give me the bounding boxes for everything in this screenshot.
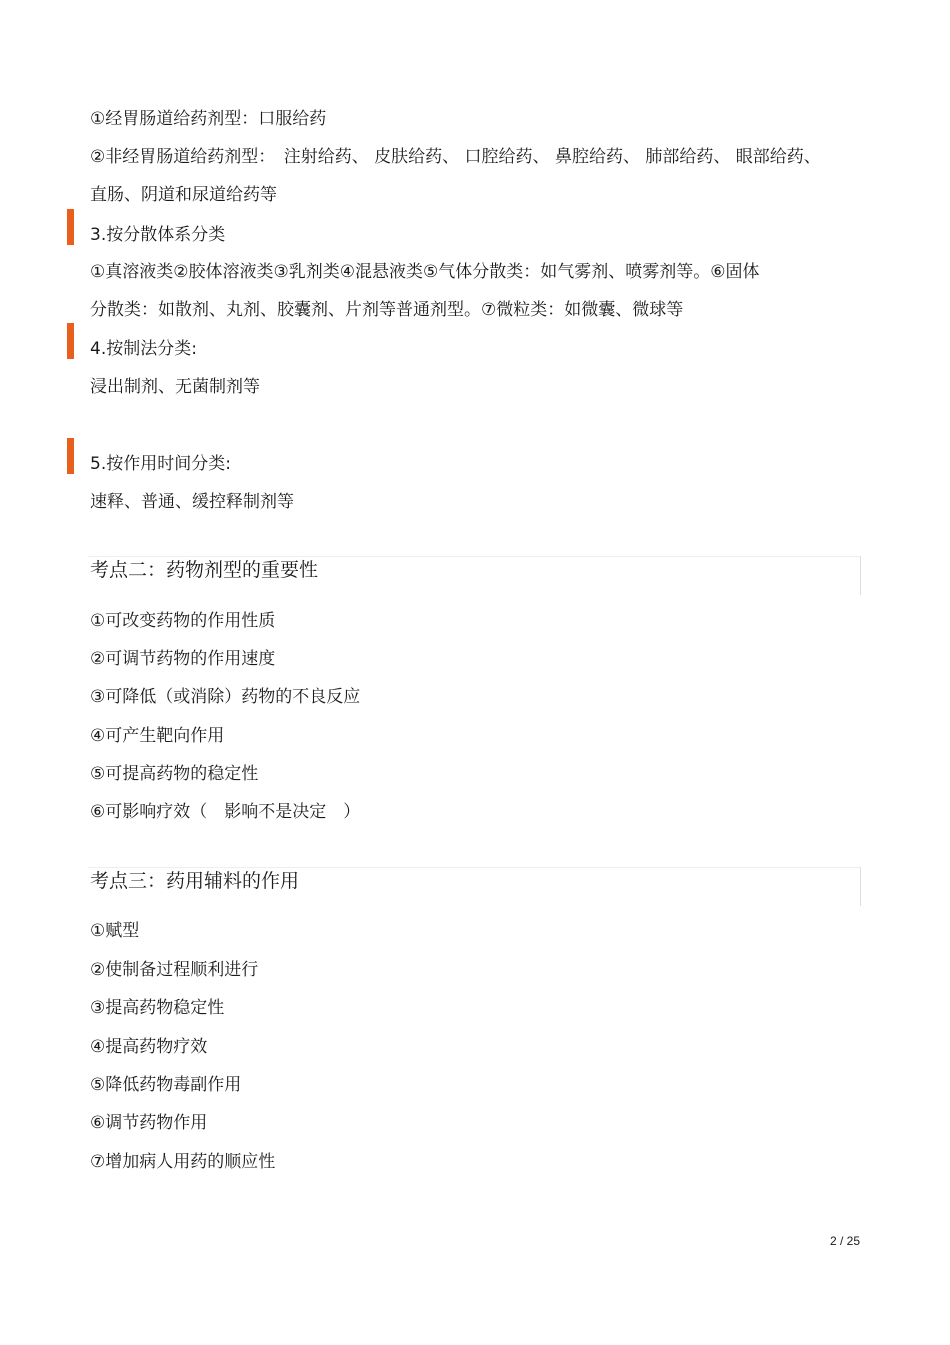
section-heading: 3.按分散体系分类 — [90, 225, 226, 245]
list-item: ②可调节药物的作用速度 — [90, 649, 276, 669]
text-line: 速释、普通、缓控释制剂等 — [90, 492, 294, 512]
text-line: ①经胃肠道给药剂型：口服给药 — [90, 109, 327, 129]
list-item: ②使制备过程顺利进行 — [90, 960, 259, 980]
list-item: ⑥调节药物作用 — [90, 1113, 208, 1133]
section-accent-bar — [67, 323, 74, 359]
kaodian-title: 考点三：药用辅料的作用 — [90, 870, 300, 892]
text-line: 分散类：如散剂、丸剂、胶囊剂、片剂等普通剂型。⑦微粒类：如微囊、微球等 — [90, 300, 684, 320]
list-item: ⑦增加病人用药的顺应性 — [90, 1152, 276, 1172]
section-accent-bar — [67, 209, 74, 245]
text-line: ②非经胃肠道给药剂型： 注射给药、 皮肤给药、 口腔给药、 鼻腔给药、 肺部给药、 眼部给药、 — [90, 147, 821, 167]
section-accent-bar — [67, 438, 74, 474]
list-item: ⑤降低药物毒副作用 — [90, 1075, 242, 1095]
section-heading: 5.按作用时间分类: — [90, 454, 231, 474]
list-item: ①可改变药物的作用性质 — [90, 611, 276, 631]
list-item: ⑤可提高药物的稳定性 — [90, 764, 259, 784]
list-item: ③可降低（或消除）药物的不良反应 — [90, 687, 361, 707]
list-item: ①赋型 — [90, 921, 140, 941]
text-line: 直肠、阴道和尿道给药等 — [90, 185, 277, 205]
text-line: 浸出制剂、无菌制剂等 — [90, 377, 260, 397]
section-heading: 4.按制法分类: — [90, 339, 197, 359]
list-item: ③提高药物稳定性 — [90, 998, 225, 1018]
kaodian-title: 考点二：药物剂型的重要性 — [90, 559, 319, 581]
text-line: ①真溶液类②胶体溶液类③乳剂类④混悬液类⑤气体分散类：如气雾剂、喷雾剂等。⑥固体 — [90, 262, 760, 282]
page-number: 2 / 25 — [829, 1234, 860, 1248]
list-item: ④提高药物疗效 — [90, 1037, 208, 1057]
list-item: ④可产生靶向作用 — [90, 726, 225, 746]
list-item: ⑥可影响疗效（ 影响不是决定 ） — [90, 802, 361, 822]
